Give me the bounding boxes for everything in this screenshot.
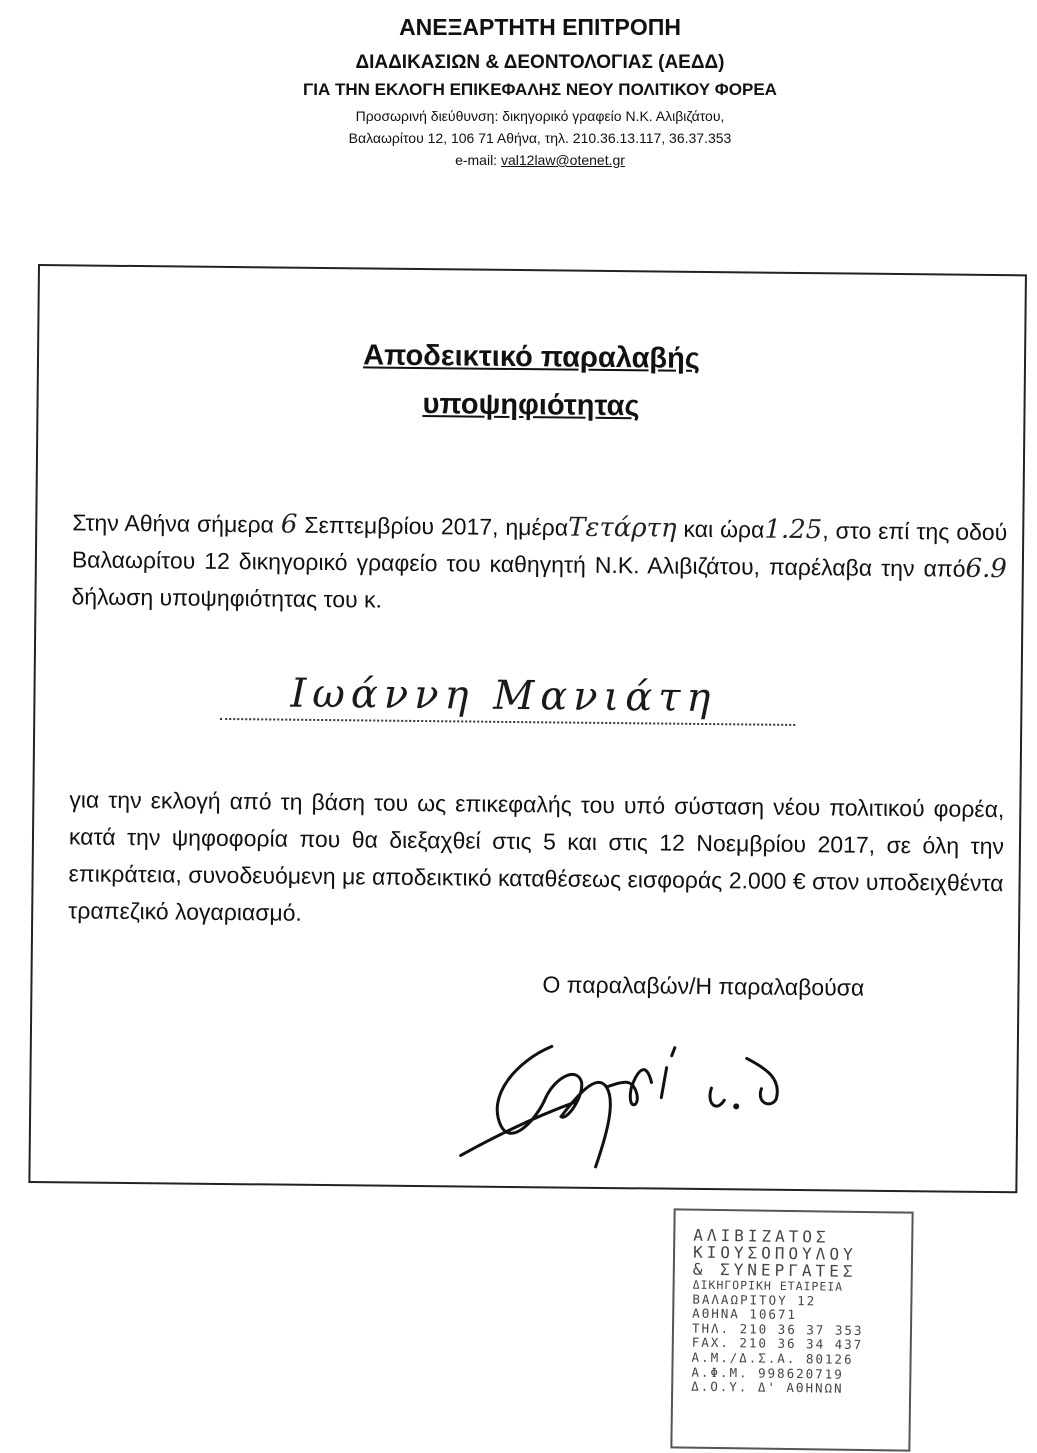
- email-label: e-mail:: [455, 152, 501, 168]
- receipt-paragraph-2: για την εκλογή από τη βάση του ως επικεφαλής του υπό σύσταση νέου πολιτικού φορέα, κατά την ψηφοφορία που θα διεξαχθεί στις 5 και στις 12 Νοεμβρίου 2017, σε όλη την επικράτεια, συνοδευόμενη με αποδεικτικό καταθέσεως εισφοράς 2.000 € στον υποδειχθέντα τραπεζικό λογαριασμό.: [68, 786, 1005, 926]
- receiver-label: Ο παραλαβών/Η παραλαβούσα: [542, 971, 865, 1001]
- text-segment: Στην Αθήνα σήμερα: [72, 509, 281, 538]
- stamp-line: & ΣΥΝΕΡΓΑΤΕΣ: [692, 1259, 857, 1281]
- handwritten-time: 1.25: [764, 514, 823, 546]
- text-segment: και ώρα: [676, 515, 765, 543]
- handwritten-candidate-name: Ιωάννη Μανιάτη: [290, 670, 717, 722]
- receipt-paragraph-1: [71, 504, 1007, 625]
- text-segment: Σεπτεμβρίου 2017, ημέρα: [297, 511, 569, 541]
- signature: [455, 1025, 837, 1179]
- handwritten-weekday: Τετάρτη: [567, 512, 677, 544]
- stamp-line: ΑΛΙΒΙΖΑΤΟΣ: [693, 1225, 830, 1247]
- committee-name: ΑΝΕΞΑΡΤΗΤΗ ΕΠΙΤΡΟΠΗ: [399, 14, 681, 40]
- stamp-line: FAX. 210 36 34 437: [691, 1334, 864, 1353]
- law-firm-stamp: [670, 1208, 913, 1451]
- receipt-title-second-line: υποψηφιότητας: [422, 388, 640, 423]
- stamp-line: ΑΘΗΝΑ 10671: [692, 1305, 798, 1323]
- receipt-title: Αποδεικτικό παραλαβής: [363, 339, 701, 375]
- email-link[interactable]: val12law@otenet.gr: [500, 152, 625, 168]
- handwritten-declaration-date: 6.9: [965, 553, 1008, 585]
- stamp-line: Δ.Ο.Υ. Δ' ΑΘΗΝΩΝ: [691, 1378, 844, 1396]
- stamp-line: Α.Φ.Μ. 998620719: [691, 1364, 844, 1382]
- committee-subtitle: ΔΙΑΔΙΚΑΣΙΩΝ & ΔΕΟΝΤΟΛΟΓΙΑΣ (ΑΕΔΔ): [355, 52, 725, 73]
- stamp-line: ΔΙΚΗΓΟΡΙΚΗ ΕΤΑΙΡΕΙΑ: [692, 1277, 844, 1294]
- stamp-line: ΚΙΟΥΣΟΠΟΥΛΟΥ: [692, 1242, 857, 1264]
- stamp-line: ΒΑΛΑΩΡΙΤΟΥ 12: [692, 1291, 817, 1308]
- text-segment: , στο επί της οδού Βαλαωρίτου 12 δικηγορικό γραφείο του καθηγητή Ν.Κ. Αλιβιζάτου, παρέλαβα την από: [71, 517, 1008, 582]
- committee-purpose: ΓΙΑ ΤΗΝ ΕΚΛΟΓΗ ΕΠΙΚΕΦΑΛΗΣ ΝΕΟΥ ΠΟΛΙΤΙΚΟΥ ΦΟΡΕΑ: [303, 80, 777, 99]
- temporary-address: Προσωρινή διεύθυνση: δικηγορικό γραφείο Ν.Κ. Αλιβιζάτου,: [355, 108, 725, 124]
- stamp-line: Α.Μ./Δ.Σ.Α. 80126: [691, 1349, 854, 1367]
- candidate-name-line: [220, 670, 795, 726]
- handwritten-day: 6: [280, 509, 298, 540]
- stamp-line: ΤΗΛ. 210 36 37 353: [691, 1320, 864, 1338]
- email-line: [230, 152, 850, 168]
- receipt-box: [28, 264, 1027, 1193]
- address-phone: Βαλαωρίτου 12, 106 71 Αθήνα, τηλ. 210.36.13.117, 36.37.353: [348, 130, 732, 146]
- text-segment: δήλωση υποψηφιότητας του κ.: [71, 583, 383, 613]
